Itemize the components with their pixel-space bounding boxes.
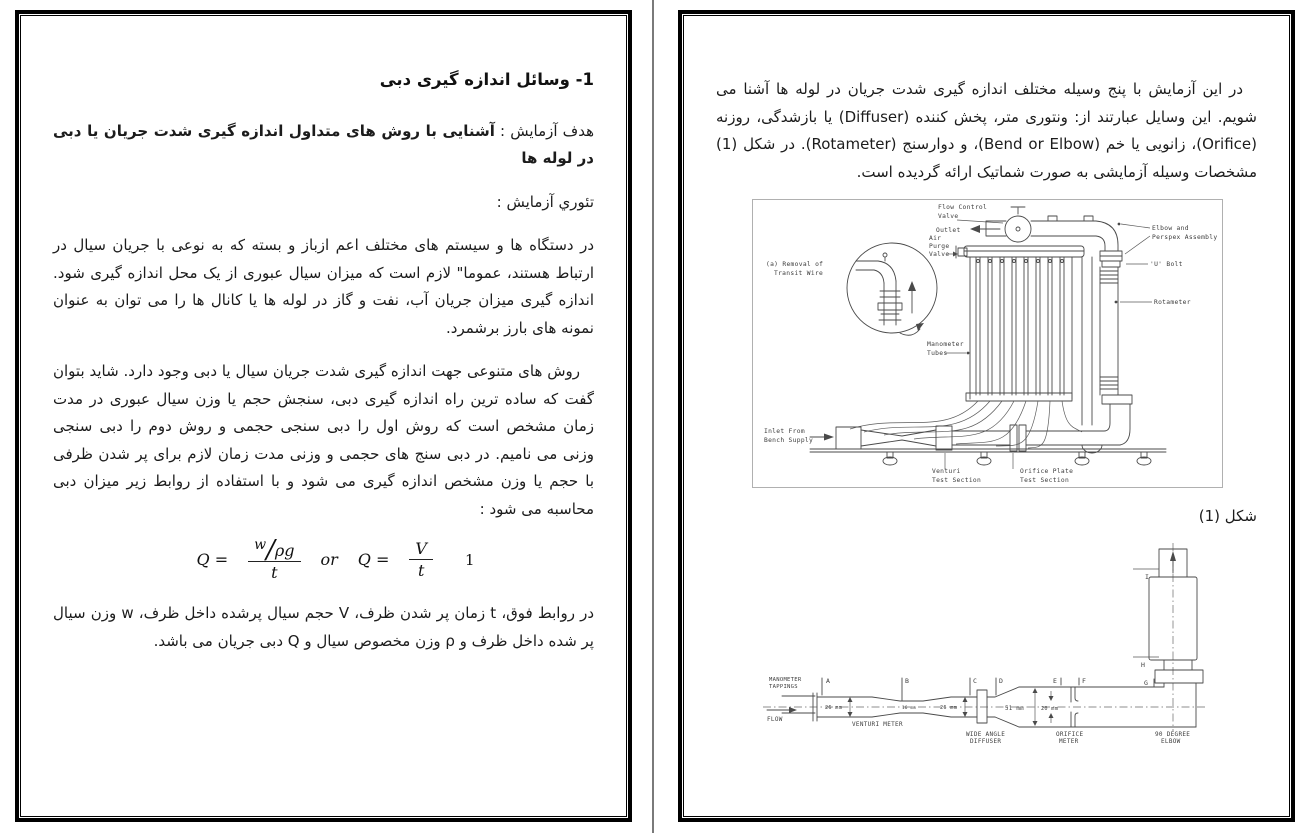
formula-lhs-1: Q = (196, 550, 229, 569)
flow-rate-formula (65, 537, 606, 582)
dimension-26mm-c: 26 mm (940, 705, 958, 711)
venturi-meter-drawing (782, 690, 995, 723)
fig1-label-orifice-line2: Test Section (1020, 477, 1070, 484)
figure-1-frame (753, 200, 1223, 488)
fig1-label-rotameter: Rotameter (1154, 299, 1191, 306)
fig1-label-purge-valve: Valve (929, 251, 950, 258)
fraction-slash: ∕ (266, 535, 275, 565)
fig2-label-diffuser-line2: DIFFUSER (970, 738, 1002, 745)
elbow-rotameter-drawing (1133, 549, 1203, 727)
fig2-label-manometer-line2: TAPPINGS (769, 684, 798, 690)
figure-1-caption: شکل (1) (1198, 507, 1257, 525)
flow-control-valve-assembly (986, 207, 1096, 242)
formula-fraction-2 (409, 539, 433, 580)
formula-or: or (320, 550, 338, 569)
dimension-16mm: 16 mm (902, 705, 917, 710)
figure-2-test-section (755, 535, 1290, 789)
fig1-label-venturi-line2: Test Section (932, 477, 982, 484)
page-right (678, 10, 1295, 822)
baseboard (810, 449, 1166, 465)
fig1-label-inlet-line1: Inlet From (764, 428, 805, 435)
objective-text: آشنایی با روش های متداول اندازه گیری شدت جریان یا دبی در لوله ها (53, 121, 594, 167)
objective-label: هدف آزمایش : (494, 121, 594, 140)
rotate-arrow-icon (900, 329, 920, 335)
fig1-label-u-bolt: 'U' Bolt (1150, 261, 1183, 268)
fig1-label-air: Air (929, 235, 942, 242)
tapping-c: C (973, 677, 978, 685)
formula-denominator-1: t (248, 561, 300, 582)
tapping-g: G (1144, 679, 1149, 687)
fig1-label-flow-control-line2: Valve (938, 213, 959, 220)
tapping-e: E (1053, 677, 1058, 685)
elbow-perspex-assembly (1096, 221, 1122, 267)
fig2-label-orifice-line2: METER (1059, 738, 1079, 745)
fig2-label-flow: FLOW (767, 716, 783, 723)
formula-v: V (415, 539, 427, 558)
page-left-content (19, 14, 628, 818)
fig2-label-venturi-meter: VENTURI METER (852, 721, 903, 728)
tapping-b: B (905, 677, 910, 685)
fig1-label-outlet: Outlet (936, 227, 961, 234)
flow-arrow (767, 707, 797, 713)
formula-numerator-1 (248, 535, 300, 565)
tapping-h: H (1141, 661, 1146, 669)
theory-label: تئوري آزمایش : (496, 192, 594, 211)
formula-w: w (254, 537, 267, 553)
transit-wire-inset (847, 243, 937, 335)
objective-paragraph (53, 118, 594, 173)
tapping-a: A (826, 677, 831, 685)
fig1-label-venturi-line1: Venturi (932, 468, 961, 475)
manometer-tube-bank (964, 246, 1084, 401)
page-separator (652, 0, 654, 833)
fig1-label-flow-control-line1: Flow Control (938, 204, 988, 211)
fig1-label-removal-line2: Transit Wire (774, 270, 824, 277)
fig1-label-removal-line1: (a) Removal of (766, 261, 824, 268)
manometer-tapping-ticks (822, 678, 1154, 701)
dimension-26mm-a: 26 mm (825, 705, 843, 711)
page-left (15, 10, 632, 822)
dimension-20mm: 20 mm (1041, 706, 1059, 712)
paragraph-2: روش های متنوعی جهت اندازه گیری شدت جریان سیال یا دبی وجود دارد. شاید بتوان گفت که ساده ترین راه اندازه گیری دبی، سنجش حجم یا وزن سیال عبوری در مدت زمان مشخص است که روش اول را دبی سنجی حجمی و روش دوم را دبی سنجی وزنی می نامیم. در دبی سنج های حجمی و وزنی مدت زمان لازم برای پر شدن ظرفی با حجم یا وزن مشخص اندازه گیری می شود و با استفاده از روابط زیر میزان دبی محاسبه می شود : (53, 362, 594, 518)
fig2-label-orifice-line1: ORIFICE (1056, 731, 1084, 738)
fig2-label-diffuser-line1: WIDE ANGLE (966, 731, 1006, 738)
paragraph-3: در روابط فوق، t زمان پر شدن ظرف، V حجم سیال پرشده داخل ظرف، w وزن سیال پر شده داخل ظرف و ρ وزن مخصوص سیال و Q دبی جریان می باشد. (53, 604, 595, 650)
inlet-arrow (810, 434, 834, 441)
intro-paragraph: در این آزمایش با پنج وسیله مختلف اندازه گیری شدت جریان در لوله ها آشنا می شویم. این وسایل عبارتند از: ونتوری متر، پخش کننده (Diffuser) یا بازشدگی، روزنه (Orifice)، زانویی یا خم (Bend or Elbow)، و دوارسنج (Rotameter). در شکل (1) مشخصات وسیله آزمایشی به صورت شماتیک ارائه گردیده است. (716, 80, 1258, 181)
fig1-label-orifice-line1: Orifice Plate (1020, 468, 1074, 475)
fig1-label-manometer-line1: Manometer (927, 341, 964, 348)
fig1-label-manometer-line2: Tubes (927, 350, 948, 357)
formula-lhs-2: Q = (357, 550, 390, 569)
manometer-connection-tubes (850, 401, 1082, 448)
figure-1-apparatus (752, 199, 1223, 492)
paragraph-1: در دستگاه ها و سیستم های مختلف اعم ازباز و بسته که به نوعی با جریان سیال در ارتباط هستند، عموما" لازم است که میزان سیال عبوری از یک محل اندازه گیری شود. اندازه گیری میزان جریان آب، نفت و گاز در لوله ها یا کانال ها را می توان به عنوان نمونه های بارز برشمرد. (53, 236, 594, 337)
fig2-label-elbow-line1: 90 DEGREE (1155, 731, 1191, 738)
outlet-arrow (970, 225, 1000, 233)
fig2-label-elbow-line2: ELBOW (1161, 738, 1181, 745)
test-section-drawing (755, 535, 1290, 785)
fig2-label-manometer-line1: MANOMETER (769, 677, 802, 683)
rotameter-drawing (1100, 267, 1118, 395)
equation-number: 1 (464, 550, 475, 569)
formula-denominator-2: t (409, 559, 433, 580)
formula-fraction-1 (248, 537, 300, 582)
fig1-label-elbow-line2: Perspex Assembly (1152, 234, 1218, 241)
apparatus-schematic-drawing (752, 199, 1223, 488)
formula-rho-g: ρg (274, 541, 295, 560)
test-pipe-run (836, 395, 1132, 453)
tapping-i: I (1145, 573, 1150, 581)
tapping-d: D (999, 677, 1004, 685)
fig1-label-elbow-line1: Elbow and (1152, 225, 1189, 232)
tapping-f: F (1082, 677, 1087, 685)
dimension-51mm: 51 mm (1005, 706, 1024, 712)
fig1-label-purge: Purge (929, 243, 950, 250)
page-title: 1- وسائل اندازه گیری دبی (379, 70, 594, 89)
fig1-label-inlet-line2: Bench Supply (764, 437, 814, 444)
